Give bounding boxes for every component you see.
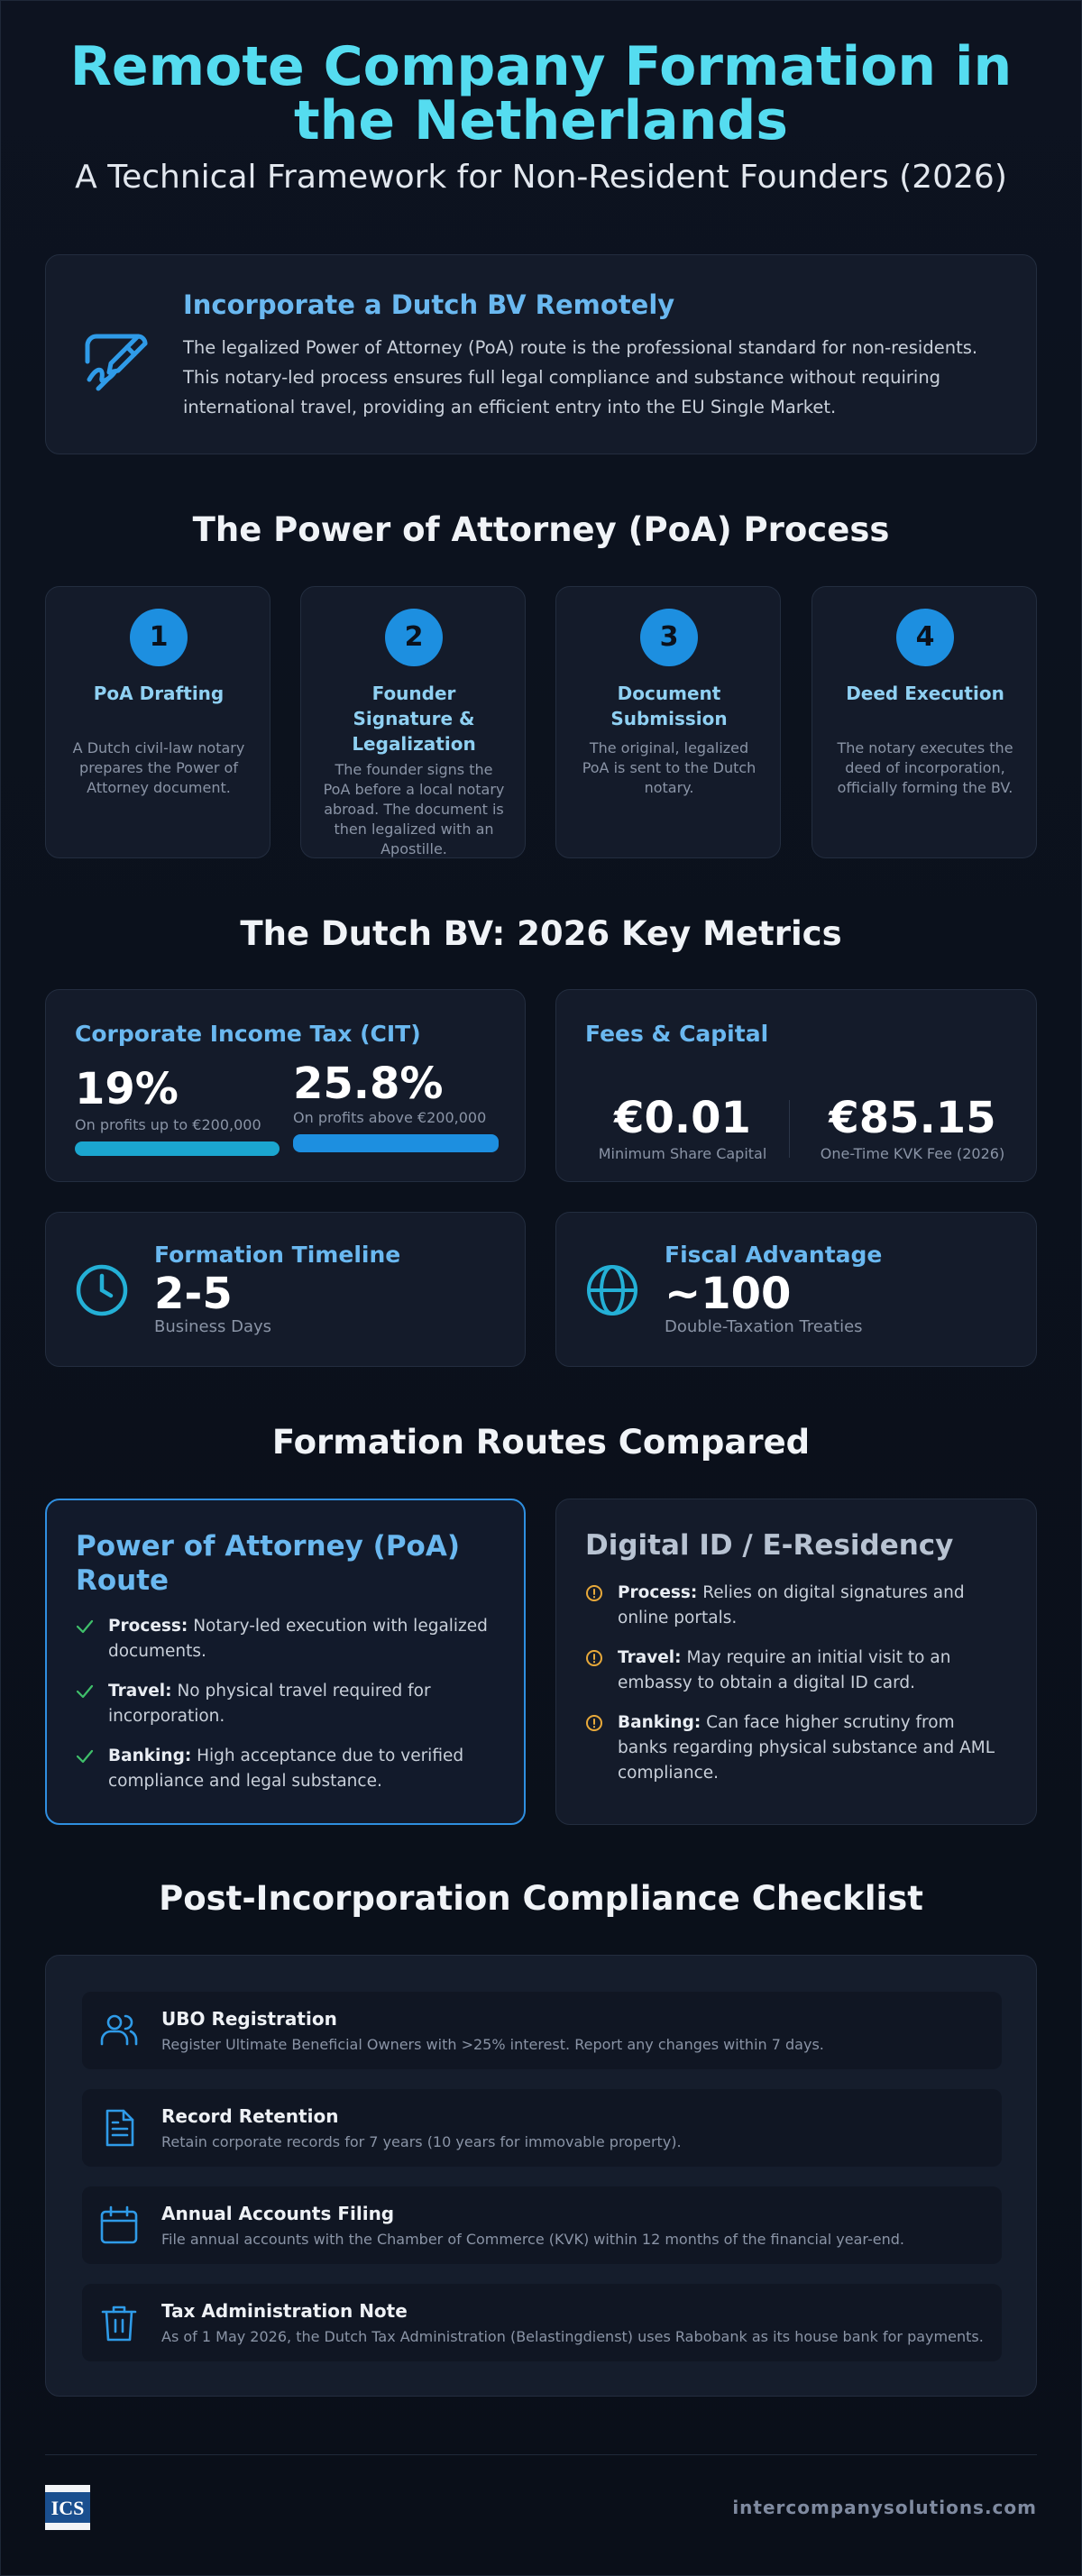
timeline-caption: Business Days xyxy=(154,1317,272,1336)
fiscal-card xyxy=(555,1212,1037,1367)
capital-value: €0.01 xyxy=(614,1093,751,1143)
cit-high-caption: On profits above €200,000 xyxy=(293,1109,487,1126)
cit-low-caption: On profits up to €200,000 xyxy=(75,1116,261,1133)
fees-card xyxy=(555,989,1037,1182)
warning-icon xyxy=(585,1649,603,1667)
step-text: A Dutch civil-law notary prepares the Power of Attorney document. xyxy=(72,739,245,796)
poa-route-card xyxy=(45,1499,526,1825)
step-number: 2 xyxy=(385,609,443,666)
checklist-item-ubo xyxy=(82,1992,1002,2069)
footer-website-link[interactable]: intercompanysolutions.com xyxy=(732,2497,1037,2518)
page-title: Remote Company Formation in the Netherlands xyxy=(69,35,1013,152)
item-key: Process: xyxy=(618,1583,698,1602)
fees-label: Fees & Capital xyxy=(585,1021,769,1047)
step-title: Deed Execution xyxy=(846,683,1004,704)
process-step-2 xyxy=(300,586,526,858)
item-key: Banking: xyxy=(108,1746,192,1765)
checklist-card xyxy=(45,1955,1037,2397)
routes-section-title: Formation Routes Compared xyxy=(271,1423,811,1462)
fiscal-label: Fiscal Advantage xyxy=(665,1242,883,1268)
item-key: Banking: xyxy=(618,1713,701,1732)
item-text: High acceptance due to verified compliance and legal substance. xyxy=(108,1746,464,1791)
kvk-fee-caption: One-Time KVK Fee (2026) xyxy=(820,1145,1005,1162)
checklist-item-text: File annual accounts with the Chamber of Commerce (KVK) within 12 months of the financial year-end. xyxy=(161,2231,904,2248)
trash-icon xyxy=(98,2302,140,2343)
process-step-1 xyxy=(45,586,270,858)
intro-card xyxy=(45,254,1037,454)
timeline-value: 2-5 xyxy=(154,1269,233,1319)
signature-icon xyxy=(82,325,151,394)
intro-text: The legalized Power of Attorney (PoA) route is the professional standard for non-residents. This notary-led process ensures full legal compliance and substance without requiring international travel, providing an efficient entry into the EU Single Market. xyxy=(183,337,978,417)
cit-low-bar xyxy=(75,1141,280,1156)
cit-high-rate: 25.8% xyxy=(293,1059,444,1109)
item-key: Travel: xyxy=(618,1648,682,1667)
step-text: The founder signs the PoA before a local notary abroad. The document is then legalized with an Apostille. xyxy=(323,761,505,857)
check-icon xyxy=(76,1682,94,1701)
check-icon xyxy=(76,1747,94,1765)
item-key: Process: xyxy=(108,1617,188,1636)
checklist-item-records xyxy=(82,2089,1002,2167)
fiscal-value: ~100 xyxy=(665,1269,792,1319)
process-step-3 xyxy=(555,586,781,858)
timeline-label: Formation Timeline xyxy=(154,1242,401,1268)
cit-card xyxy=(45,989,526,1182)
company-logo xyxy=(45,2485,90,2530)
process-section-title: The Power of Attorney (PoA) Process xyxy=(192,510,890,549)
step-title: Document Submission xyxy=(610,683,728,729)
fees-divider xyxy=(789,1100,790,1158)
item-text: Can face higher scrutiny from banks regarding physical substance and AML compliance. xyxy=(618,1713,995,1783)
checklist-item-accounts xyxy=(82,2186,1002,2264)
item-text: May require an initial visit to an embassy to obtain a digital ID card. xyxy=(618,1648,951,1692)
digital-route-title: Digital ID / E-Residency xyxy=(585,1529,954,1562)
process-step-4 xyxy=(812,586,1037,858)
document-icon xyxy=(98,2107,140,2149)
cit-label: Corporate Income Tax (CIT) xyxy=(75,1021,421,1047)
digital-route-item xyxy=(585,1581,1009,1631)
checklist-section-title: Post-Incorporation Compliance Checklist xyxy=(159,1879,923,1918)
logo-mark xyxy=(45,2485,90,2530)
timeline-card xyxy=(45,1212,526,1367)
item-text: Notary-led execution with legalized documents. xyxy=(108,1617,488,1661)
kvk-fee-value: €85.15 xyxy=(829,1093,996,1143)
footer-divider xyxy=(45,2454,1037,2455)
item-text: No physical travel required for incorporation. xyxy=(108,1682,431,1726)
globe-icon xyxy=(585,1263,639,1317)
checklist-item-tax-note xyxy=(82,2284,1002,2361)
cit-high-bar xyxy=(293,1134,499,1152)
poa-route-item xyxy=(76,1744,500,1794)
check-icon xyxy=(76,1618,94,1636)
cit-low-rate: 19% xyxy=(75,1064,179,1114)
step-number: 3 xyxy=(640,609,698,666)
step-title: PoA Drafting xyxy=(93,683,225,704)
warning-icon xyxy=(585,1584,603,1602)
item-key: Travel: xyxy=(108,1682,172,1701)
digital-route-item xyxy=(585,1710,1009,1786)
checklist-item-title: Tax Administration Note xyxy=(161,2300,408,2322)
metrics-section-title: The Dutch BV: 2026 Key Metrics xyxy=(240,914,842,953)
users-icon xyxy=(98,2010,140,2051)
item-text: Relies on digital signatures and online portals. xyxy=(618,1583,965,1627)
step-text: The original, legalized PoA is sent to the Dutch notary. xyxy=(582,739,756,796)
checklist-item-text: Retain corporate records for 7 years (10 years for immovable property). xyxy=(161,2133,682,2150)
digital-route-card xyxy=(555,1499,1037,1825)
checklist-item-title: UBO Registration xyxy=(161,2008,337,2030)
step-title: Founder Signature & Legalization xyxy=(352,683,476,755)
checklist-item-text: As of 1 May 2026, the Dutch Tax Administration (Belastingdienst) uses Rabobank as its house bank for payments. xyxy=(161,2328,984,2345)
step-number: 4 xyxy=(896,609,954,666)
warning-icon xyxy=(585,1714,603,1732)
step-text: The notary executes the deed of incorporation, officially forming the BV. xyxy=(837,739,1013,796)
checklist-item-title: Record Retention xyxy=(161,2105,339,2127)
digital-route-item xyxy=(585,1646,1009,1696)
logo-text: ICS xyxy=(50,2497,85,2519)
clock-icon xyxy=(75,1263,129,1317)
poa-route-item xyxy=(76,1679,500,1729)
checklist-item-title: Annual Accounts Filing xyxy=(161,2203,395,2224)
capital-caption: Minimum Share Capital xyxy=(598,1145,767,1162)
step-number: 1 xyxy=(130,609,188,666)
checklist-item-text: Register Ultimate Beneficial Owners with >25% interest. Report any changes within 7 days. xyxy=(161,2036,824,2053)
page-subtitle: A Technical Framework for Non-Resident Founders (2026) xyxy=(75,159,1007,196)
fiscal-caption: Double-Taxation Treaties xyxy=(665,1317,863,1336)
poa-route-title: Power of Attorney (PoA) Route xyxy=(76,1530,460,1597)
calendar-icon xyxy=(98,2205,140,2246)
poa-route-item xyxy=(76,1614,500,1664)
intro-title: Incorporate a Dutch BV Remotely xyxy=(183,289,675,320)
